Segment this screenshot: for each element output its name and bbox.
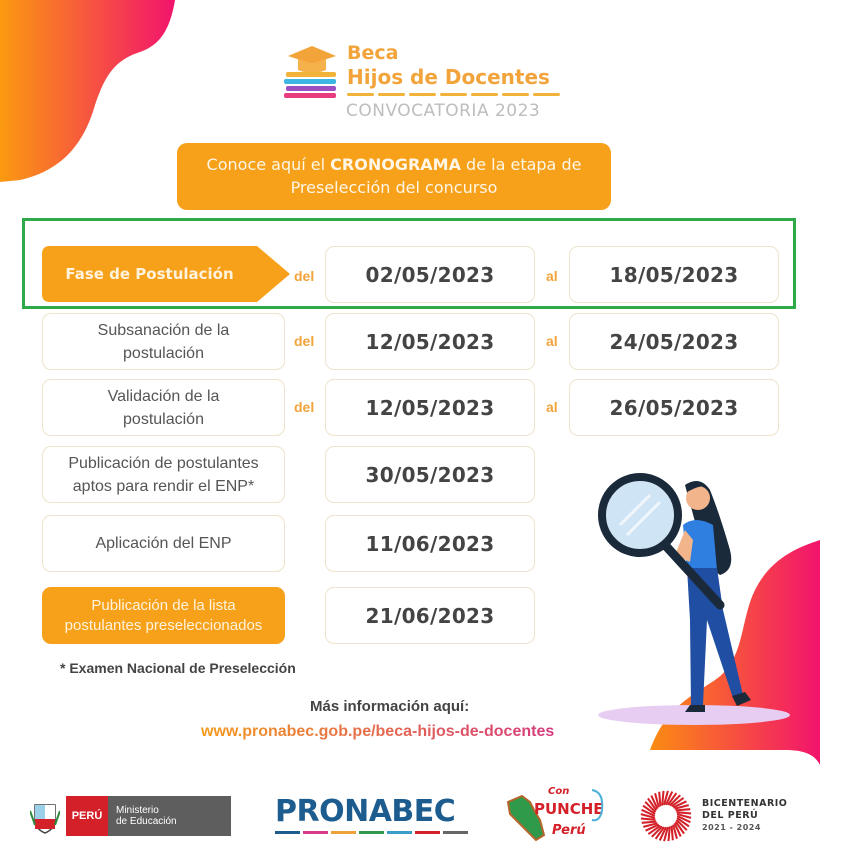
- footnote: * Examen Nacional de Preselección: [60, 660, 296, 676]
- schedule-row-3-start: [325, 379, 535, 436]
- date: 30/05/2023: [365, 462, 495, 487]
- fase-postulacion-label: Fase de Postulación: [65, 265, 234, 283]
- banner-line-2: Preselección del concurso: [290, 178, 498, 197]
- bicent-line-2: DEL PERÚ: [702, 810, 759, 821]
- date: 11/06/2023: [365, 531, 495, 556]
- sunburst-ray: [642, 822, 657, 823]
- logo-title-hijos: Hijos de Docentes: [347, 65, 550, 89]
- connector-del-1: del: [294, 268, 315, 284]
- start-date: 02/05/2023: [365, 262, 495, 287]
- label-line-1: Validación de la: [107, 387, 220, 405]
- con-punche-peru-logo: [500, 780, 610, 850]
- beca-logo: [282, 42, 562, 124]
- sunburst-ray: [672, 826, 673, 841]
- minedu-line-1: Ministerio: [116, 805, 159, 816]
- connector-al-3: al: [546, 399, 558, 415]
- woman-magnifier-illustration: [595, 470, 765, 720]
- minedu-peru: PERÚ: [66, 796, 108, 836]
- pronabec-logo: [275, 795, 470, 834]
- punche-peru: Perú: [552, 823, 586, 838]
- banner-bold: CRONOGRAMA: [330, 155, 461, 174]
- logo-convocatoria: CONVOCATORIA 2023: [346, 101, 541, 121]
- peru-coat-of-arms-icon: [30, 797, 60, 835]
- label-text: Aplicación del ENP: [95, 535, 232, 552]
- punche-con: Con: [548, 786, 570, 797]
- connector-del-3: del: [294, 399, 315, 415]
- end-date: 26/05/2023: [609, 395, 739, 420]
- schedule-row-2-end: [569, 313, 779, 370]
- end-date: 18/05/2023: [609, 262, 739, 287]
- schedule-row-6-label: [42, 587, 285, 644]
- label-line-2: postulación: [123, 410, 204, 428]
- start-date: 12/05/2023: [365, 329, 495, 354]
- sunburst-ray: [676, 809, 691, 810]
- minedu-line-2: de Educación: [116, 816, 177, 827]
- start-date: 12/05/2023: [365, 395, 495, 420]
- label-line-2: postulantes preseleccionados: [64, 616, 263, 634]
- bicent-line-1: BICENTENARIO: [702, 798, 788, 809]
- schedule-row-5-label: [42, 515, 285, 572]
- sunburst-ray: [662, 791, 663, 806]
- pronabec-wordmark: PRONABEC: [275, 794, 456, 829]
- graduation-books-icon: [282, 42, 342, 100]
- label-line-1: Subsanación de la: [97, 321, 230, 339]
- banner-post: de la etapa de: [460, 155, 582, 174]
- label-line-1: Publicación de postulantes: [68, 454, 259, 472]
- schedule-row-4-label: [42, 446, 285, 503]
- punche-punche: PUNCHE: [534, 800, 604, 818]
- minedu-logo: [30, 795, 231, 837]
- connector-al-2: al: [546, 333, 558, 349]
- info-link[interactable]: www.pronabec.gob.pe/beca-hijos-de-docentes: [201, 723, 555, 740]
- label-line-2: aptos para rendir el ENP*: [72, 477, 255, 495]
- pronabec-color-bars: [275, 831, 470, 834]
- connector-del-2: del: [294, 333, 315, 349]
- decorative-blob-top-left: [0, 0, 180, 182]
- bicent-line-3: 2021 - 2024: [702, 823, 761, 832]
- schedule-row-2-start: [325, 313, 535, 370]
- schedule-row-6-date: [325, 587, 535, 644]
- label-line-1: Publicación de la lista: [91, 596, 236, 614]
- schedule-row-3-end: [569, 379, 779, 436]
- banner-pre: Conoce aquí el: [206, 155, 331, 174]
- sunburst-ray: [677, 812, 692, 813]
- schedule-row-3-label: [42, 379, 285, 436]
- schedule-row-1-start: [325, 246, 535, 303]
- minedu-name: [108, 796, 231, 836]
- schedule-row-5-date: [325, 515, 535, 572]
- end-date: 24/05/2023: [609, 329, 739, 354]
- banner-line-1: [177, 153, 611, 176]
- date: 21/06/2023: [365, 603, 495, 628]
- connector-al-1: al: [546, 268, 558, 284]
- bicentenario-sunburst-icon: [638, 788, 694, 844]
- schedule-row-1-end: [569, 246, 779, 303]
- schedule-row-1-label: [42, 246, 290, 302]
- logo-title-beca: Beca: [347, 42, 399, 64]
- more-info-label: Más información aquí:: [310, 698, 470, 715]
- sunburst-ray: [641, 818, 656, 819]
- sunburst-ray: [659, 792, 660, 807]
- schedule-row-4-date: [325, 446, 535, 503]
- sunburst-ray: [668, 827, 669, 842]
- logo-divider: [347, 93, 560, 96]
- schedule-row-2-label: [42, 313, 285, 370]
- label-line-2: postulación: [123, 344, 204, 362]
- cronograma-banner: [177, 143, 611, 210]
- bicentenario-logo: [638, 788, 787, 844]
